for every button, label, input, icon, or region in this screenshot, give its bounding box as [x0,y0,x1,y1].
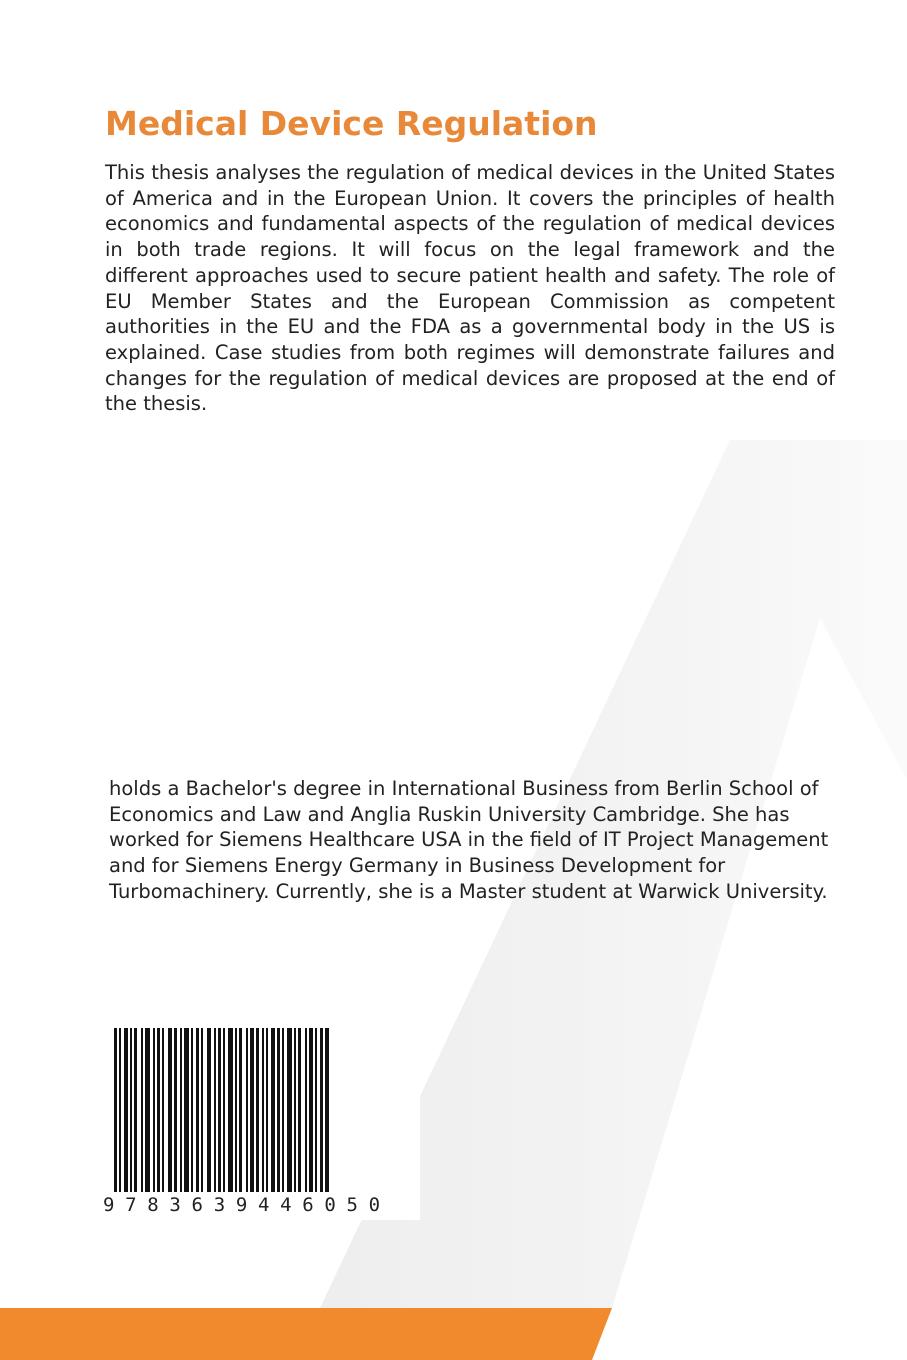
author-bio: holds a Bachelor's degree in International Business from Berlin School of Economics and Law and Anglia Ruskin University Cambridge. She has worked for Siemens Healthcare USA in the field of IT Project Management and for Siemens Energy Germany in Business Development for Turbomachinery. Currently, she is a Master student at Warwick University. [109,777,829,903]
barcode-number: 9783639446050 [103,1194,391,1216]
book-title: Medical Device Regulation [105,104,598,143]
book-description: This thesis analyses the regulation of medical devices in the United States of America and in the European Union. It covers the principles of health economics and fundamental aspects of the regulation of medical devices in both trade regions. It will focus on the legal framework and the different approaches used to secure patient health and safety. The role of EU Member States and the European Commission as competent authorities in the EU and the FDA as a governmental body in the US is explained. Case studies from both regimes will demonstrate failures and changes for the regulation of medical devices are proposed at the end of the thesis. [105,161,835,416]
